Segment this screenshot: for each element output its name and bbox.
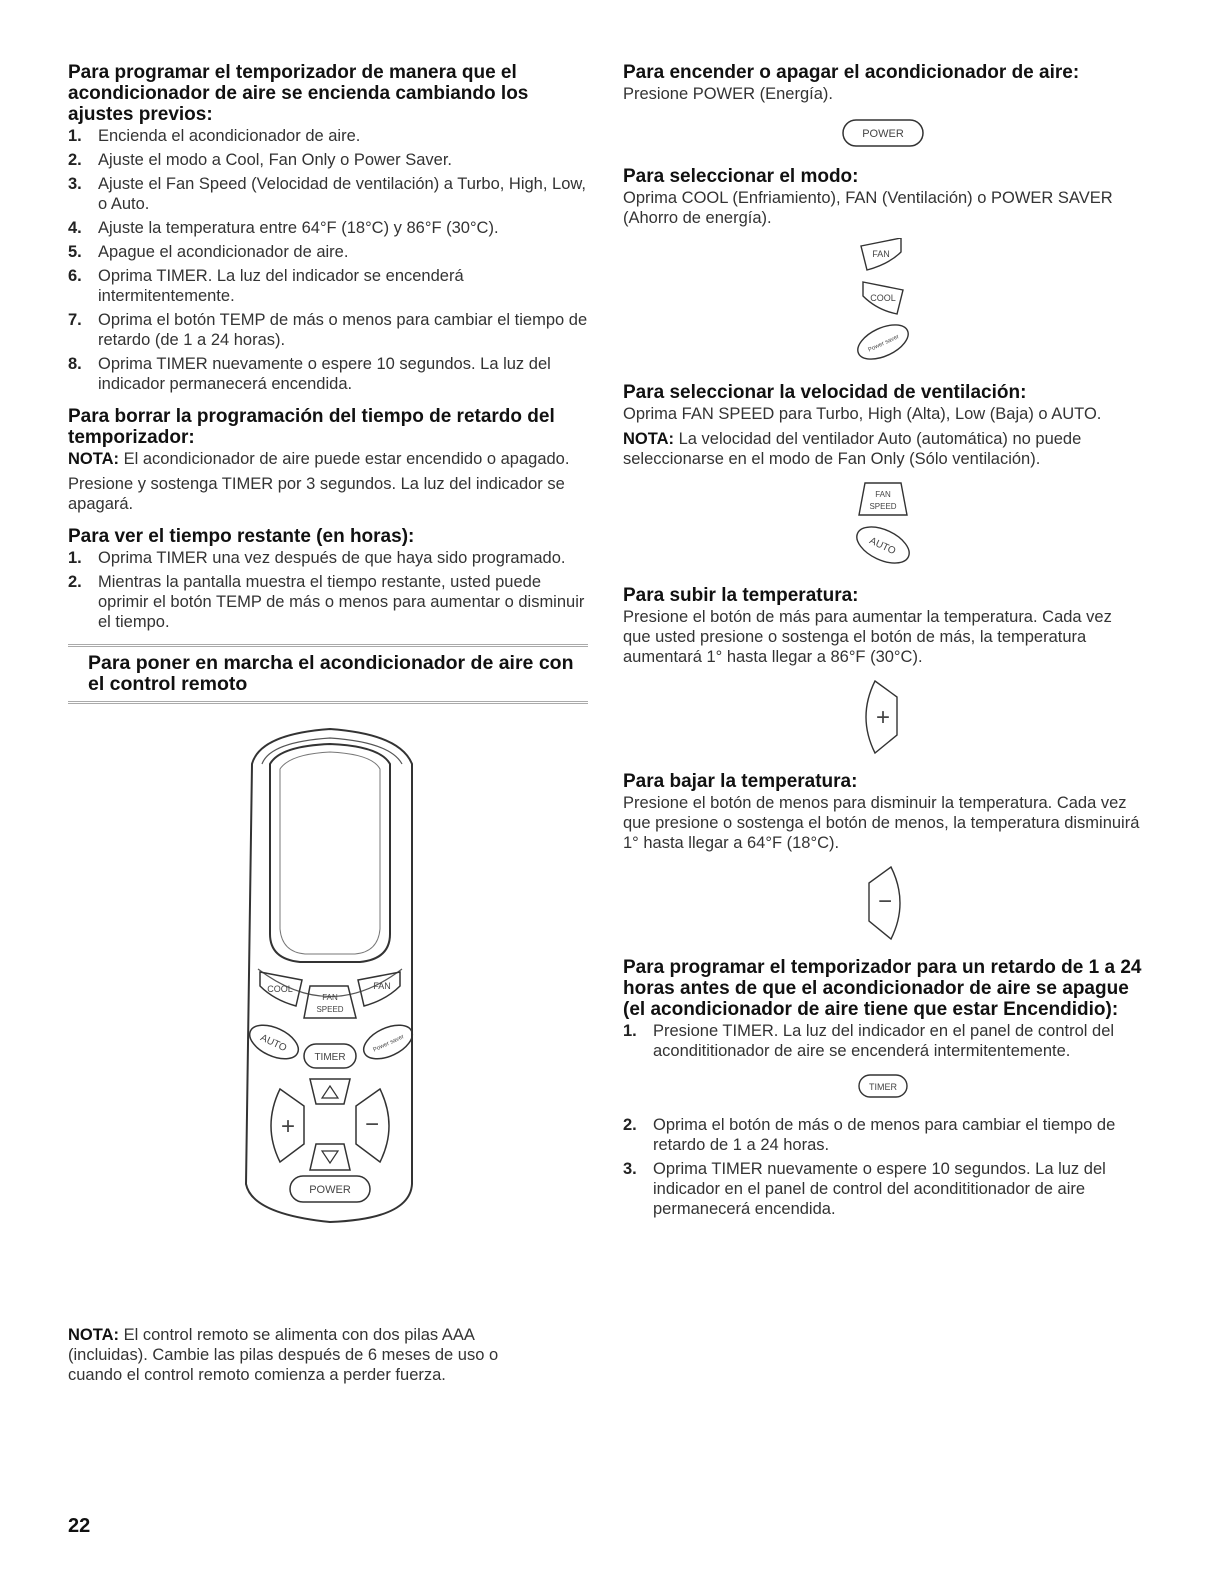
- fan-speed-heading: Para seleccionar la velocidad de ventilación:: [623, 382, 1027, 403]
- svg-text:+: +: [875, 704, 891, 731]
- power-heading: Para encender o apagar el acondicionador de aire:: [623, 62, 1080, 83]
- list-item: 1. Oprima TIMER una vez después de que haya sido programado.: [68, 549, 566, 567]
- temp-down-icon-wrap: [623, 863, 1143, 943]
- list-item: 2. Mientras la pantalla muestra el tiempo restante, usted puede oprimir el botón TEMP de más o menos para aumentar o disminuir el tiempo.: [68, 573, 585, 631]
- plus-button-icon: [853, 677, 913, 757]
- power-text: Presione POWER (Energía).: [623, 85, 833, 103]
- mode-heading: Para seleccionar el modo:: [623, 166, 859, 187]
- timer-icon-wrap: [623, 1071, 1143, 1101]
- mode-section: [623, 166, 1143, 368]
- list-item: 3. Oprima TIMER nuevamente o espere 10 segundos. La luz del indicador en el panel de control del acondititionador de aire permanecerá encendida.: [623, 1160, 1106, 1218]
- mode-text: Oprima COOL (Enfriamiento), FAN (Ventilación) o POWER SAVER (Ahorro de energía).: [623, 189, 1113, 227]
- temp-up-text: Presione el botón de más para aumentar la temperatura. Cada vez que usted presione o sostenga el botón de más, la temperatura aumentará 1° hasta llegar a 86°F (30°C).: [623, 608, 1112, 666]
- power-icon-wrap: [623, 114, 1143, 152]
- remote-section-heading: Para poner en marcha el acondicionador de aire con el control remoto: [88, 652, 574, 695]
- battery-note: NOTA: El control remoto se alimenta con dos pilas AAA (incluidas). Cambie las pilas después de 6 meses de uso o cuando el control remoto comienza a perder fuerza.: [68, 1326, 499, 1384]
- list-item: 2. Ajuste el modo a Cool, Fan Only o Power Saver.: [68, 151, 453, 169]
- temp-up-icon-wrap: [623, 677, 1143, 757]
- timer-clear-heading: Para borrar la programación del tiempo de retardo del temporizador:: [68, 406, 555, 448]
- svg-text:−: −: [877, 888, 893, 915]
- mode-icons-wrap: [623, 238, 1143, 368]
- right-column: [623, 62, 1143, 1231]
- timer-off-steps: [623, 1115, 1143, 1219]
- timer-off-section: [623, 957, 1143, 1219]
- cool-label: COOL: [267, 984, 293, 994]
- power-saver-button[interactable]: [359, 1018, 418, 1065]
- page-number: 22: [68, 1515, 91, 1537]
- temp-down-heading: Para bajar la temperatura:: [623, 771, 858, 792]
- timer-clear-section: [68, 406, 588, 514]
- list-item: 5. Apague el acondicionador de aire.: [68, 243, 349, 261]
- power-button-icon: [833, 114, 933, 152]
- list-item: 1. Encienda el acondicionador de aire.: [68, 127, 361, 145]
- power-saver-icon-label: Power saver: [867, 334, 901, 354]
- plus-label: +: [280, 1113, 296, 1140]
- temp-up-heading: Para subir la temperatura:: [623, 585, 859, 606]
- timer-off-step1: [623, 1021, 1143, 1061]
- fan-speed-button[interactable]: [304, 986, 356, 1018]
- minus-label: −: [364, 1111, 380, 1138]
- svg-text:TIMER: TIMER: [869, 1082, 897, 1092]
- power-section: [623, 62, 1143, 152]
- list-item: 4. Ajuste la temperatura entre 64°F (18°C) y 86°F (30°C).: [68, 219, 499, 237]
- timer-label: TIMER: [314, 1052, 346, 1063]
- list-item: 7. Oprima el botón TEMP de más o menos para cambiar el tiempo de retardo (de 1 a 24 horas).: [68, 311, 588, 349]
- timer-on-heading: Para programar el temporizador de manera que el acondicionador de aire se encienda cambiando los ajustes previos:: [68, 62, 529, 125]
- minus-button-icon: [853, 863, 913, 943]
- remote-control-drawing: [240, 724, 490, 1224]
- cool-button[interactable]: [260, 972, 302, 1006]
- fan-button[interactable]: [358, 972, 400, 1006]
- auto-button[interactable]: [245, 1018, 304, 1065]
- down-arrow-button[interactable]: [310, 1144, 350, 1170]
- temp-down-section: [623, 771, 1143, 943]
- time-left-heading: Para ver el tiempo restante (en horas):: [68, 526, 415, 547]
- remote-control-illustration: [240, 724, 588, 1229]
- fan-speed-label-line1: FAN: [322, 993, 338, 1002]
- timer-off-heading: Para programar el temporizador para un retardo de 1 a 24 horas antes de que el acondicionador de aire se apague (el acondicionador de aire tiene que estar Encendidio):: [623, 957, 1142, 1020]
- down-arrow-icon: [322, 1151, 338, 1163]
- plus-button[interactable]: [271, 1089, 304, 1162]
- power-label: POWER: [309, 1184, 351, 1196]
- cool-icon-label: COOL: [870, 293, 896, 303]
- fan-speed-buttons-icon: [843, 479, 923, 571]
- list-item: 6. Oprima TIMER. La luz del indicador se encenderá intermitentemente.: [68, 267, 464, 305]
- left-column: [68, 62, 588, 1229]
- list-item: 1. Presione TIMER. La luz del indicador en el panel de control del acondititionador de aire se encenderá intermitentemente.: [623, 1022, 1115, 1060]
- list-item: 3. Ajuste el Fan Speed (Velocidad de ventilación) a Turbo, High, Low, o Auto.: [68, 175, 586, 213]
- svg-text:POWER: POWER: [862, 128, 904, 140]
- temp-up-section: [623, 585, 1143, 757]
- fan-speed-icon-line2: SPEED: [869, 502, 897, 511]
- fan-label: FAN: [373, 981, 391, 991]
- timer-clear-text: Presione y sostenga TIMER por 3 segundos. La luz del indicador se apagará.: [68, 475, 565, 513]
- timer-button-icon: [853, 1071, 913, 1101]
- up-arrow-button[interactable]: [310, 1079, 350, 1104]
- fan-speed-icon-line1: FAN: [875, 490, 891, 499]
- remote-section-banner: [68, 644, 588, 704]
- list-item: 8. Oprima TIMER nuevamente o espere 10 segundos. La luz del indicador permanecerá encendida.: [68, 355, 551, 393]
- temp-down-text: Presione el botón de menos para disminuir la temperatura. Cada vez que presione o sostenga el botón de menos, la temperatura disminuirá 1° hasta llegar a 64°F (18°C).: [623, 794, 1140, 852]
- minus-button[interactable]: [356, 1089, 389, 1162]
- time-left-steps: [68, 548, 588, 632]
- timer-clear-note: NOTA: El acondicionador de aire puede estar encendido o apagado.: [68, 450, 570, 468]
- mode-buttons-icon: [843, 238, 923, 368]
- fan-icon-label: FAN: [872, 249, 890, 259]
- fan-speed-text: Oprima FAN SPEED para Turbo, High (Alta), Low (Baja) o AUTO.: [623, 405, 1102, 423]
- fan-speed-section: [623, 382, 1143, 571]
- power-saver-label: Power saver: [372, 1034, 406, 1054]
- list-item: 2. Oprima el botón de más o de menos para cambiar el tiempo de retardo de 1 a 24 horas.: [623, 1116, 1116, 1154]
- up-arrow-icon: [322, 1086, 338, 1098]
- fan-speed-icons-wrap: [623, 479, 1143, 571]
- time-left-section: [68, 526, 588, 632]
- timer-on-steps: [68, 126, 588, 394]
- auto-icon-label: AUTO: [867, 535, 898, 558]
- fan-speed-label-line2: SPEED: [316, 1005, 344, 1014]
- power-button[interactable]: [290, 1176, 370, 1202]
- timer-on-section: [68, 62, 588, 394]
- fan-speed-note: NOTA: La velocidad del ventilador Auto (automática) no puede seleccionarse en el modo de Fan Only (Sólo ventilación).: [623, 430, 1082, 468]
- auto-label: AUTO: [258, 1032, 289, 1055]
- timer-button[interactable]: [304, 1044, 356, 1068]
